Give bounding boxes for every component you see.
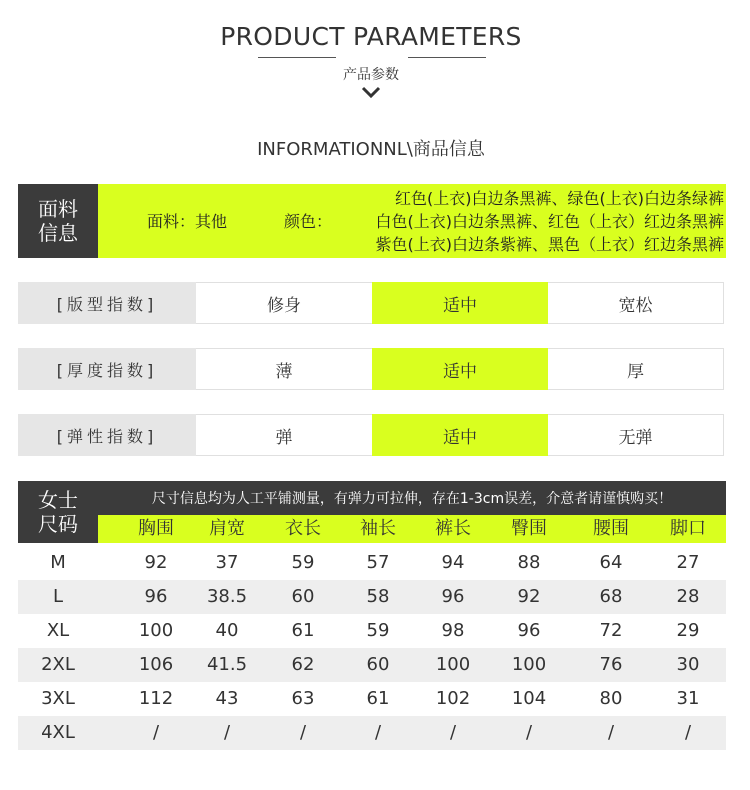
table-cell: 40 (215, 620, 239, 641)
table-cell: 31 (676, 688, 700, 709)
table-cell: 59 (366, 620, 390, 641)
table-row (18, 580, 726, 614)
title-divider-right (408, 57, 486, 58)
size-column-header: 臀围 (511, 518, 547, 539)
size-table-heading (18, 481, 98, 543)
size-column-header: 裤长 (435, 518, 471, 539)
size-label: M (50, 552, 66, 573)
table-cell: 96 (517, 620, 541, 641)
size-label: 3XL (41, 688, 75, 709)
fit-option-regular: 适中 (372, 282, 548, 324)
table-cell: 29 (676, 620, 700, 641)
table-cell: / (449, 722, 457, 743)
size-label: 2XL (41, 654, 75, 675)
table-cell: 58 (366, 586, 390, 607)
table-cell: 112 (138, 688, 174, 709)
table-cell: 59 (291, 552, 315, 573)
fabric-info-heading-text: 面料信息 (38, 197, 78, 245)
color-line: 白色(上衣)白边条黑裤、红色（上衣）红边条黑裤 (375, 212, 724, 231)
table-cell: 102 (435, 688, 471, 709)
table-cell: 98 (441, 620, 465, 641)
size-label: L (52, 586, 64, 607)
table-cell: 64 (599, 552, 623, 573)
size-label: XL (46, 620, 70, 641)
table-cell: 28 (676, 586, 700, 607)
size-column-header: 衣长 (285, 518, 321, 539)
table-cell: 27 (676, 552, 700, 573)
table-cell: / (684, 722, 692, 743)
thickness-index-label: [厚度指数] (18, 348, 196, 390)
fabric-info-heading (18, 184, 98, 258)
page-subtitle: 产品参数 (343, 67, 399, 83)
table-cell: / (374, 722, 382, 743)
size-column-header: 袖长 (360, 518, 396, 539)
table-cell: 88 (517, 552, 541, 573)
thickness-option-medium: 适中 (372, 348, 548, 390)
table-cell: / (607, 722, 615, 743)
table-cell: 37 (215, 552, 239, 573)
table-cell: / (223, 722, 231, 743)
table-row (18, 546, 726, 580)
table-cell: / (525, 722, 533, 743)
table-cell: 62 (291, 654, 315, 675)
table-cell: 60 (366, 654, 390, 675)
table-cell: 92 (144, 552, 168, 573)
table-cell: 30 (676, 654, 700, 675)
info-section-title: INFORMATIONNL\商品信息 (257, 139, 485, 160)
table-cell: 94 (441, 552, 465, 573)
table-cell: 76 (599, 654, 623, 675)
fit-index-row (18, 282, 726, 324)
fit-option-slim: 修身 (196, 282, 372, 324)
size-table-note: 尺寸信息均为人工平铺测量，有弹力可拉伸，存在1-3cm误差，介意者请谨慎购买！ (98, 481, 726, 515)
table-cell: 100 (435, 654, 471, 675)
table-cell: / (152, 722, 160, 743)
colors-label: 颜色： (284, 212, 333, 231)
table-cell: 60 (291, 586, 315, 607)
table-cell: 57 (366, 552, 390, 573)
table-row (18, 716, 726, 750)
table-cell: 106 (138, 654, 174, 675)
table-cell: 61 (366, 688, 390, 709)
table-cell: 72 (599, 620, 623, 641)
fabric-material: 面料：其他 (147, 212, 228, 231)
title-divider-left (258, 57, 336, 58)
table-cell: 104 (511, 688, 547, 709)
size-column-header: 腰围 (593, 518, 629, 539)
color-line: 红色(上衣)白边条黑裤、绿色(上衣)白边条绿裤 (395, 189, 724, 208)
elasticity-index-label: [弹性指数] (18, 414, 196, 456)
color-line: 紫色(上衣)白边条紫裤、黑色（上衣）红边条黑裤 (375, 235, 724, 254)
elasticity-option-medium: 适中 (372, 414, 548, 456)
thickness-option-thin: 薄 (196, 348, 372, 390)
table-row (18, 682, 726, 716)
table-cell: 43 (215, 688, 239, 709)
table-row (18, 648, 726, 682)
table-cell: 100 (138, 620, 174, 641)
page-title: PRODUCT PARAMETERS (220, 22, 522, 51)
table-cell: 96 (441, 586, 465, 607)
fit-option-loose: 宽松 (548, 282, 724, 324)
thickness-index-row (18, 348, 726, 390)
table-cell: 41.5 (206, 654, 248, 675)
size-label: 4XL (41, 722, 75, 743)
elasticity-option-none: 无弹 (548, 414, 724, 456)
size-table-header-row (98, 515, 726, 543)
size-column-header: 肩宽 (209, 518, 245, 539)
table-cell: / (299, 722, 307, 743)
size-column-header: 脚口 (670, 518, 706, 539)
table-cell: 80 (599, 688, 623, 709)
elasticity-option-stretch: 弹 (196, 414, 372, 456)
elasticity-index-row (18, 414, 726, 456)
table-cell: 68 (599, 586, 623, 607)
table-row (18, 614, 726, 648)
table-cell: 92 (517, 586, 541, 607)
table-cell: 38.5 (206, 586, 248, 607)
fit-index-label: [版型指数] (18, 282, 196, 324)
size-column-header: 胸围 (138, 518, 174, 539)
thickness-option-thick: 厚 (548, 348, 724, 390)
table-cell: 96 (144, 586, 168, 607)
chevron-down-icon (360, 85, 382, 99)
table-cell: 61 (291, 620, 315, 641)
colors-list (340, 187, 724, 256)
table-cell: 63 (291, 688, 315, 709)
table-cell: 100 (511, 654, 547, 675)
size-table-heading-text: 女士尺码 (38, 488, 78, 536)
